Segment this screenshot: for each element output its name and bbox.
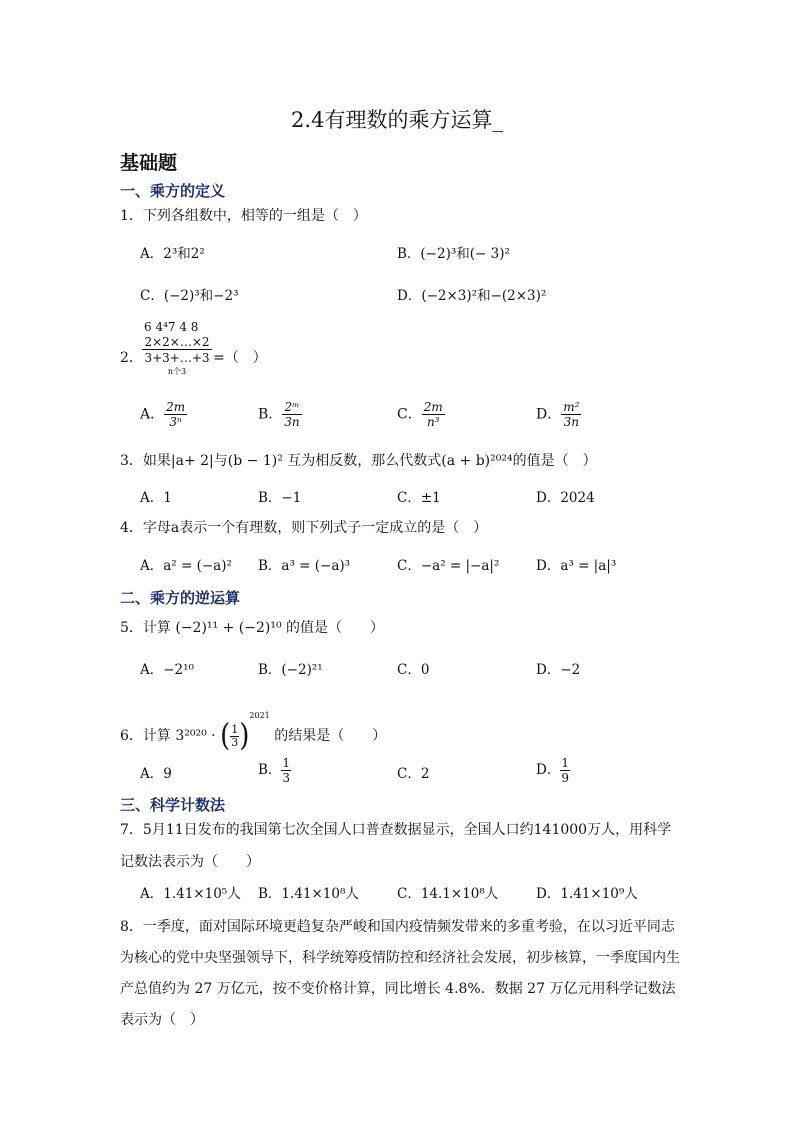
q5-option-c: C．0: [397, 662, 430, 678]
q6-inner-fraction: [230, 724, 239, 749]
q6-prefix: 6．计算 3²⁰²⁰ ·: [120, 728, 216, 744]
q2-a-label: A．: [140, 406, 165, 423]
q2-d-num: m²: [563, 400, 580, 414]
question-2-label: 2．: [120, 350, 143, 366]
q4-option-d: D．a³ = |a|³: [536, 558, 617, 574]
page-title: 2.4有理数的乘方运算_: [291, 108, 503, 132]
q6-option-d: [536, 756, 570, 785]
q1-option-d: D．(−2×3)²和−(2×3)²: [397, 288, 547, 304]
question-4-stem: 4．字母a表示一个有理数，则下列式子一定成立的是（ ）: [120, 520, 488, 536]
q2-d-label: D．: [536, 406, 562, 423]
q6-left-paren: (: [220, 718, 231, 754]
q7-option-c: C．14.1×10⁸人: [397, 886, 499, 902]
q2-option-b: [258, 400, 302, 429]
q6-inner-num: 1: [231, 722, 239, 736]
section-heading-2: 二、乘方的逆运算: [120, 589, 241, 607]
q2-b-num: 2ᵐ: [282, 400, 301, 415]
question-5-stem: 5．计算 (−2)¹¹ + (−2)¹⁰ 的值是（ ）: [120, 620, 385, 636]
q2-c-den: n³: [426, 415, 440, 429]
question-3-stem: 3．如果|a+ 2|与(b − 1)² 互为相反数，那么代数式(a + b)²⁰²⁴的值是（ ）: [120, 453, 597, 469]
q6-b-num: 1: [282, 756, 291, 770]
q4-option-a: A．a² = (−a)²: [140, 558, 232, 574]
q6-b-den: 3: [282, 771, 291, 785]
q7-option-d: D．1.41×10⁹人: [536, 886, 638, 902]
q3-option-b: B．−1: [258, 490, 302, 506]
q2-option-c: [397, 400, 445, 429]
section-heading-1: 一、乘方的定义: [120, 182, 226, 200]
q6-option-c: C．2: [397, 766, 430, 782]
q4-option-b: B．a³ = (−a)³: [258, 558, 351, 574]
q7-option-b: B．1.41×10⁸人: [258, 886, 359, 902]
q5-option-d: D．−2: [536, 662, 581, 678]
q6-d-label: D．: [536, 762, 561, 778]
question-1-stem: 1．下列各组数中，相等的一组是（ ）: [120, 208, 367, 224]
q6-right-paren: ): [239, 718, 250, 754]
q2-denominator: 3+3+…+3: [144, 351, 210, 365]
section-heading-3: 三、科学计数法: [120, 796, 226, 814]
q6-d-num: 1: [561, 756, 569, 770]
q2-c-label: C．: [397, 406, 422, 423]
q6-suffix: 的结果是（ ）: [274, 728, 387, 744]
q2-d-den: 3n: [563, 415, 580, 429]
q2-numerator: 2×2×…×2: [142, 335, 212, 350]
q3-option-a: A．1: [140, 490, 172, 506]
q2-big-fraction: [142, 320, 212, 379]
q2-denominator-note: n个3: [167, 367, 187, 376]
question-7-line-2: 记数法表示为（ ）: [120, 854, 260, 870]
q2-brace-numbers: 6 4⁴7̈ 4 8: [144, 320, 199, 334]
q2-c-num: 2m: [423, 400, 443, 414]
question-7-line-1: 7．5月11日发布的我国第七次全国人口普查数据显示，全国人口约141000万人，用科学: [120, 822, 672, 838]
q3-option-d: D．2024: [536, 490, 595, 506]
q1-option-b: B．(−2)³和(− 3)²: [397, 246, 510, 262]
q3-option-c: C．±1: [397, 490, 441, 506]
q2-option-d: [536, 400, 581, 429]
question-6-stem: [120, 706, 387, 754]
q2-a-den: 3ⁿ: [169, 415, 182, 429]
q6-option-a: A．9: [140, 766, 172, 782]
q7-option-a: A．1.41×10⁵人: [140, 886, 241, 902]
q4-option-c: C．−a² = |−a|²: [397, 558, 500, 574]
q1-option-a: A．2³和2²: [140, 246, 205, 262]
question-8-text: 8．一季度，面对国际环境更趋复杂严峻和国内疫情频发带来的多重考验，在以习近平同志为核心的党中央坚强领导下，科学统筹疫情防控和经济社会发展，初步核算，一季度国内生产总值约为 27 万亿元，按不变价格计算，同比增长 4.8%．数据 27 万亿元用科学记数法表示为（ ）: [120, 919, 680, 1028]
q5-option-a: A．−2¹⁰: [140, 662, 194, 678]
q6-d-den: 9: [561, 771, 569, 785]
q2-a-num: 2m: [166, 400, 186, 414]
q2-b-den: 3n: [284, 415, 300, 429]
q2-equals: =（ ）: [213, 350, 267, 366]
q6-inner-den: 3: [231, 735, 239, 749]
q2-b-label: B．: [258, 406, 283, 423]
q1-option-c: C．(−2)³和−2³: [140, 288, 239, 304]
section-heading-basic: 基础题: [120, 152, 178, 174]
q5-option-b: B．(−2)²¹: [258, 662, 323, 678]
q2-option-a: [140, 400, 187, 429]
q6-option-b: [258, 756, 291, 785]
q6-b-label: B．: [258, 762, 282, 778]
q6-exponent: 2021: [249, 711, 270, 720]
